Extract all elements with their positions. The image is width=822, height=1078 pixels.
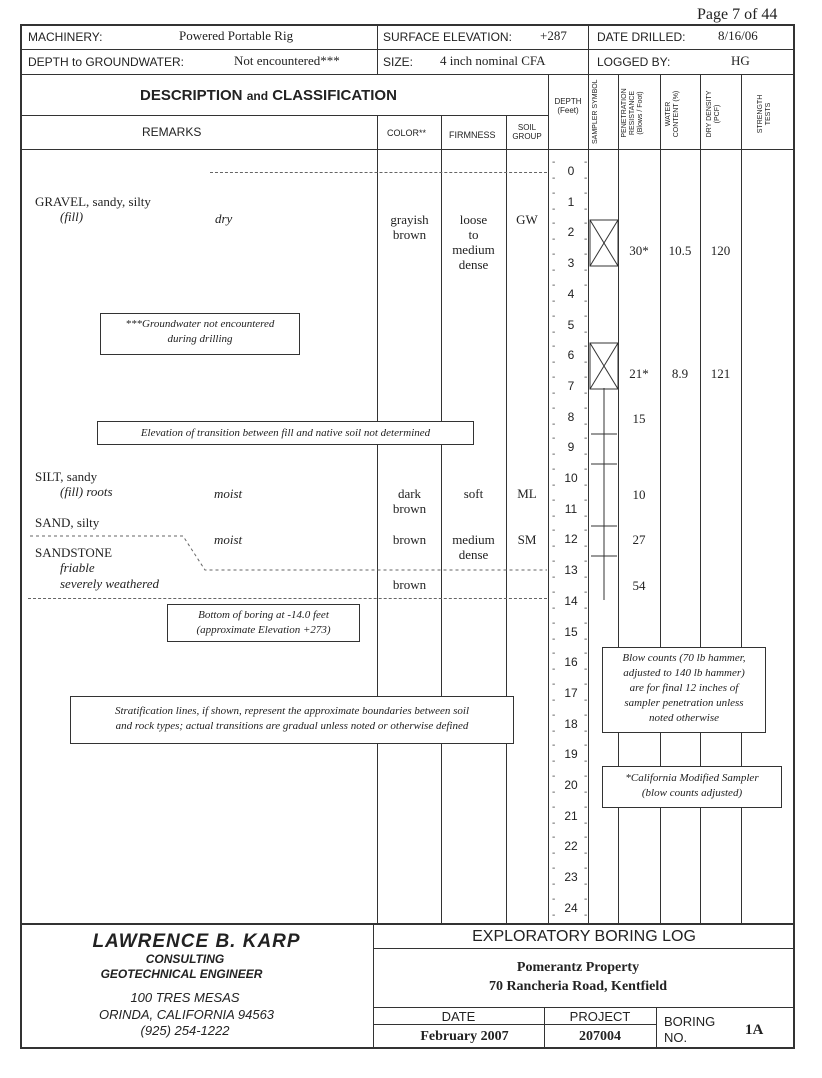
depth-tick: - [584,525,588,536]
depth-tick: - [584,910,588,921]
depth-tick: - [552,541,556,552]
log-title: EXPLORATORY BORING LOG [472,928,696,945]
depth-tick: - [584,710,588,721]
depth-tick: - [552,556,556,567]
depth-tick: - [584,726,588,737]
depth-tick: - [584,280,588,291]
depth-tick: - [552,388,556,399]
dry-density-header: DRY DENSITY (PCF) [706,90,721,138]
gravel-soil-group: GW [516,212,538,227]
gravel-color: grayish brown [390,212,429,242]
depth-tick: - [552,157,556,168]
depth-marker: 12 [564,532,578,546]
depth-tick: - [552,910,556,921]
remarks-header: REMARKS [142,125,202,139]
groundwater-label: DEPTH to GROUNDWATER: [28,55,185,69]
boring-number: 1A [745,1022,764,1038]
machinery-value: Powered Portable Rig [179,28,294,43]
depth-tick: - [552,296,556,307]
depth-tick: - [552,664,556,675]
depth-tick: - [584,695,588,706]
depth-tick: - [584,204,588,215]
california-sampler-note: *California Modified Sampler (blow counts adjusted) [602,766,782,808]
depth-tick: - [552,863,556,874]
firmness-header: FIRMNESS [449,130,496,140]
transition-note: Elevation of transition between fill and native soil not determined [97,421,474,445]
depth-tick: - [552,403,556,414]
depth-tick: - [552,280,556,291]
depth-tick: - [552,480,556,491]
color-header: COLOR** [387,128,427,138]
depth-tick: - [552,726,556,737]
depth-tick: - [552,740,556,751]
depth-tick: - [552,311,556,322]
boring-label: BORING NO. [664,1014,716,1045]
depth-tick: - [584,341,588,352]
depth-tick: - [552,695,556,706]
penetration-value: 30* [629,243,649,258]
soil-group-header: SOIL GROUP [512,123,542,141]
depth-tick: - [584,802,588,813]
depth-marker: 20 [564,778,578,792]
depth-tick: - [584,157,588,168]
property-address: 70 Rancheria Road, Kentfield [488,979,668,994]
sand-color: brown [392,532,427,547]
silt-fill-label: (fill) roots [60,484,113,499]
sampler-symbol-2 [589,342,619,390]
penetration-value: 21* [629,366,649,381]
depth-tick: - [584,648,588,659]
depth-tick: - [584,818,588,829]
depth-tick: - [584,756,588,767]
sand-layer-name: SAND, silty [35,515,100,530]
depth-tick: - [552,756,556,767]
strength-tests-header: STRENGTH TESTS [757,94,772,134]
depth-tick: - [552,818,556,829]
depth-tick: - [552,787,556,798]
depth-marker: 15 [564,625,578,639]
depth-tick: - [584,218,588,229]
depth-tick: - [584,173,588,184]
gravel-layer-name: GRAVEL, sandy, silty [35,194,151,209]
depth-tick: - [552,879,556,890]
depth-tick: - [552,218,556,229]
depth-tick: - [552,771,556,782]
depth-marker: 4 [567,287,575,301]
depth-marker: 16 [564,655,578,669]
depth-tick: - [584,327,588,338]
depth-tick: - [552,234,556,245]
sandstone-desc-2: severely weathered [60,576,160,591]
phone-number: (925) 254-1222 [140,1023,230,1038]
depth-marker: 19 [564,747,578,761]
surface-elevation-value: +287 [540,28,567,43]
penetration-value: 27 [632,532,646,547]
depth-tick: - [584,357,588,368]
groundwater-value: Not encountered*** [234,53,340,68]
depth-tick: - [552,832,556,843]
silt-moisture: moist [214,486,243,501]
silt-color: dark brown [392,486,427,516]
continuous-sampler [589,388,619,603]
sampler-symbol-1 [589,219,619,267]
depth-tick: - [584,863,588,874]
water-content-value: 8.9 [671,366,689,381]
depth-tick: - [552,449,556,460]
depth-tick: - [552,710,556,721]
project-value: 207004 [579,1029,621,1044]
depth-tick: - [552,587,556,598]
consulting-label: CONSULTING [145,952,225,966]
depth-tick: - [552,173,556,184]
gravel-fill-label: (fill) [60,209,84,224]
depth-tick: - [552,249,556,260]
silt-layer-name: SILT, sandy [35,469,98,484]
gravel-firmness: loose to medium dense [452,212,495,272]
depth-marker: 21 [564,809,578,823]
property-name: Pomerantz Property [516,960,640,975]
sand-moisture: moist [214,532,243,547]
company-name: LAWRENCE B. KARP [92,931,301,952]
date-drilled-label: DATE DRILLED: [597,30,686,44]
depth-tick: - [584,603,588,614]
logged-by-label: LOGGED BY: [597,55,671,69]
date-label: DATE [441,1009,476,1024]
depth-tick: - [584,832,588,843]
depth-tick: - [584,495,588,506]
water-content-header: WATER CONTENT (%) [665,90,680,138]
depth-tick: - [584,419,588,430]
depth-tick: - [552,679,556,690]
dry-density-value: 120 [710,243,731,258]
date-value: February 2007 [420,1029,509,1044]
depth-tick: - [552,634,556,645]
depth-tick: - [584,787,588,798]
depth-tick: - [552,603,556,614]
depth-tick: - [584,464,588,475]
water-content-value: 10.5 [668,243,692,258]
date-drilled-value: 8/16/06 [718,28,758,43]
depth-tick: - [584,311,588,322]
depth-marker: 13 [564,563,578,577]
depth-marker: 18 [564,717,578,731]
penetration-value: 15 [632,411,646,426]
sand-firmness: medium dense [452,532,495,562]
depth-tick: - [552,341,556,352]
depth-tick: - [584,372,588,383]
depth-marker: 5 [567,318,575,332]
depth-marker: 9 [567,440,575,454]
gravel-moisture: dry [215,211,233,226]
depth-tick: - [584,388,588,399]
logged-by-value: HG [731,53,750,68]
engineer-label: GEOTECHNICAL ENGINEER [100,967,263,981]
blow-count-note: Blow counts (70 lb hammer, adjusted to 140 lb hammer) are for final 12 inches of sampler penetration unless noted otherwise [602,647,766,733]
groundwater-note: ***Groundwater not encountered during drilling [100,313,300,355]
depth-tick: - [552,511,556,522]
depth-tick: - [552,618,556,629]
depth-tick: - [552,419,556,430]
depth-tick: - [584,618,588,629]
depth-tick: - [584,771,588,782]
depth-tick: - [552,204,556,215]
depth-tick: - [584,480,588,491]
penetration-header: PENETRATION RESISTANCE (Blows / Foot) [621,88,644,138]
depth-tick: - [584,634,588,645]
depth-tick: - [552,464,556,475]
depth-tick: - [584,403,588,414]
machinery-label: MACHINERY: [28,30,103,44]
depth-marker: 0 [567,164,575,178]
project-label: PROJECT [569,1009,631,1024]
bottom-of-boring-note: Bottom of boring at -14.0 feet (approximate Elevation +273) [167,604,360,642]
depth-tick: - [552,433,556,444]
depth-marker: 22 [564,839,578,853]
depth-header: DEPTH (Feet) [554,97,582,115]
dry-density-value: 121 [710,366,731,381]
depth-tick: - [584,249,588,260]
depth-marker: 6 [567,348,575,362]
depth-tick: - [552,357,556,368]
silt-firmness: soft [463,486,484,501]
depth-marker: 8 [567,410,575,424]
sampler-symbol-header: SAMPLER SYMBOL [592,79,599,144]
depth-tick: - [584,188,588,199]
depth-tick: - [552,802,556,813]
depth-marker: 23 [564,870,578,884]
address-line-1: 100 TRES MESAS [130,990,240,1005]
size-value: 4 inch nominal CFA [440,53,546,68]
depth-tick: - [584,449,588,460]
depth-tick: - [584,894,588,905]
sandstone-color: brown [392,577,427,592]
address-line-2: ORINDA, CALIFORNIA 94563 [98,1007,275,1022]
penetration-value: 54 [632,578,646,593]
depth-marker: 17 [564,686,578,700]
depth-marker: 2 [567,225,575,239]
depth-tick: - [552,894,556,905]
depth-tick: - [584,879,588,890]
depth-tick: - [552,327,556,338]
penetration-value: 10 [632,487,646,502]
size-label: SIZE: [383,55,414,69]
silt-soil-group: ML [517,486,537,501]
sand-soil-group: SM [517,532,537,547]
depth-marker: 24 [564,901,578,915]
depth-marker: 14 [564,594,578,608]
depth-marker: 3 [567,256,575,270]
depth-tick: - [552,848,556,859]
depth-tick: - [584,541,588,552]
depth-tick: - [552,525,556,536]
depth-tick: - [584,296,588,307]
sandstone-desc-1: friable [60,560,95,575]
depth-tick: - [584,740,588,751]
depth-tick: - [584,556,588,567]
depth-marker: 7 [567,379,575,393]
stratification-note: Stratification lines, if shown, represent the approximate boundaries between soil and rock types; actual transitions are gradual unless noted or otherwise defined [70,696,514,744]
depth-tick: - [584,511,588,522]
depth-marker: 10 [564,471,578,485]
depth-tick: - [584,664,588,675]
depth-tick: - [584,234,588,245]
description-title: DESCRIPTION and CLASSIFICATION [140,87,397,104]
depth-tick: - [584,572,588,583]
depth-tick: - [584,265,588,276]
depth-tick: - [584,848,588,859]
page-label: Page 7 of 44 [697,6,778,23]
surface-elevation-label: SURFACE ELEVATION: [383,30,512,44]
depth-tick: - [552,572,556,583]
depth-tick: - [584,587,588,598]
depth-tick: - [552,372,556,383]
depth-tick: - [552,265,556,276]
depth-tick: - [584,433,588,444]
depth-tick: - [552,495,556,506]
depth-marker: 1 [567,195,575,209]
depth-tick: - [552,188,556,199]
depth-marker: 11 [564,502,578,516]
sandstone-layer-name: SANDSTONE [35,545,113,560]
depth-tick: - [552,648,556,659]
depth-tick: - [584,679,588,690]
